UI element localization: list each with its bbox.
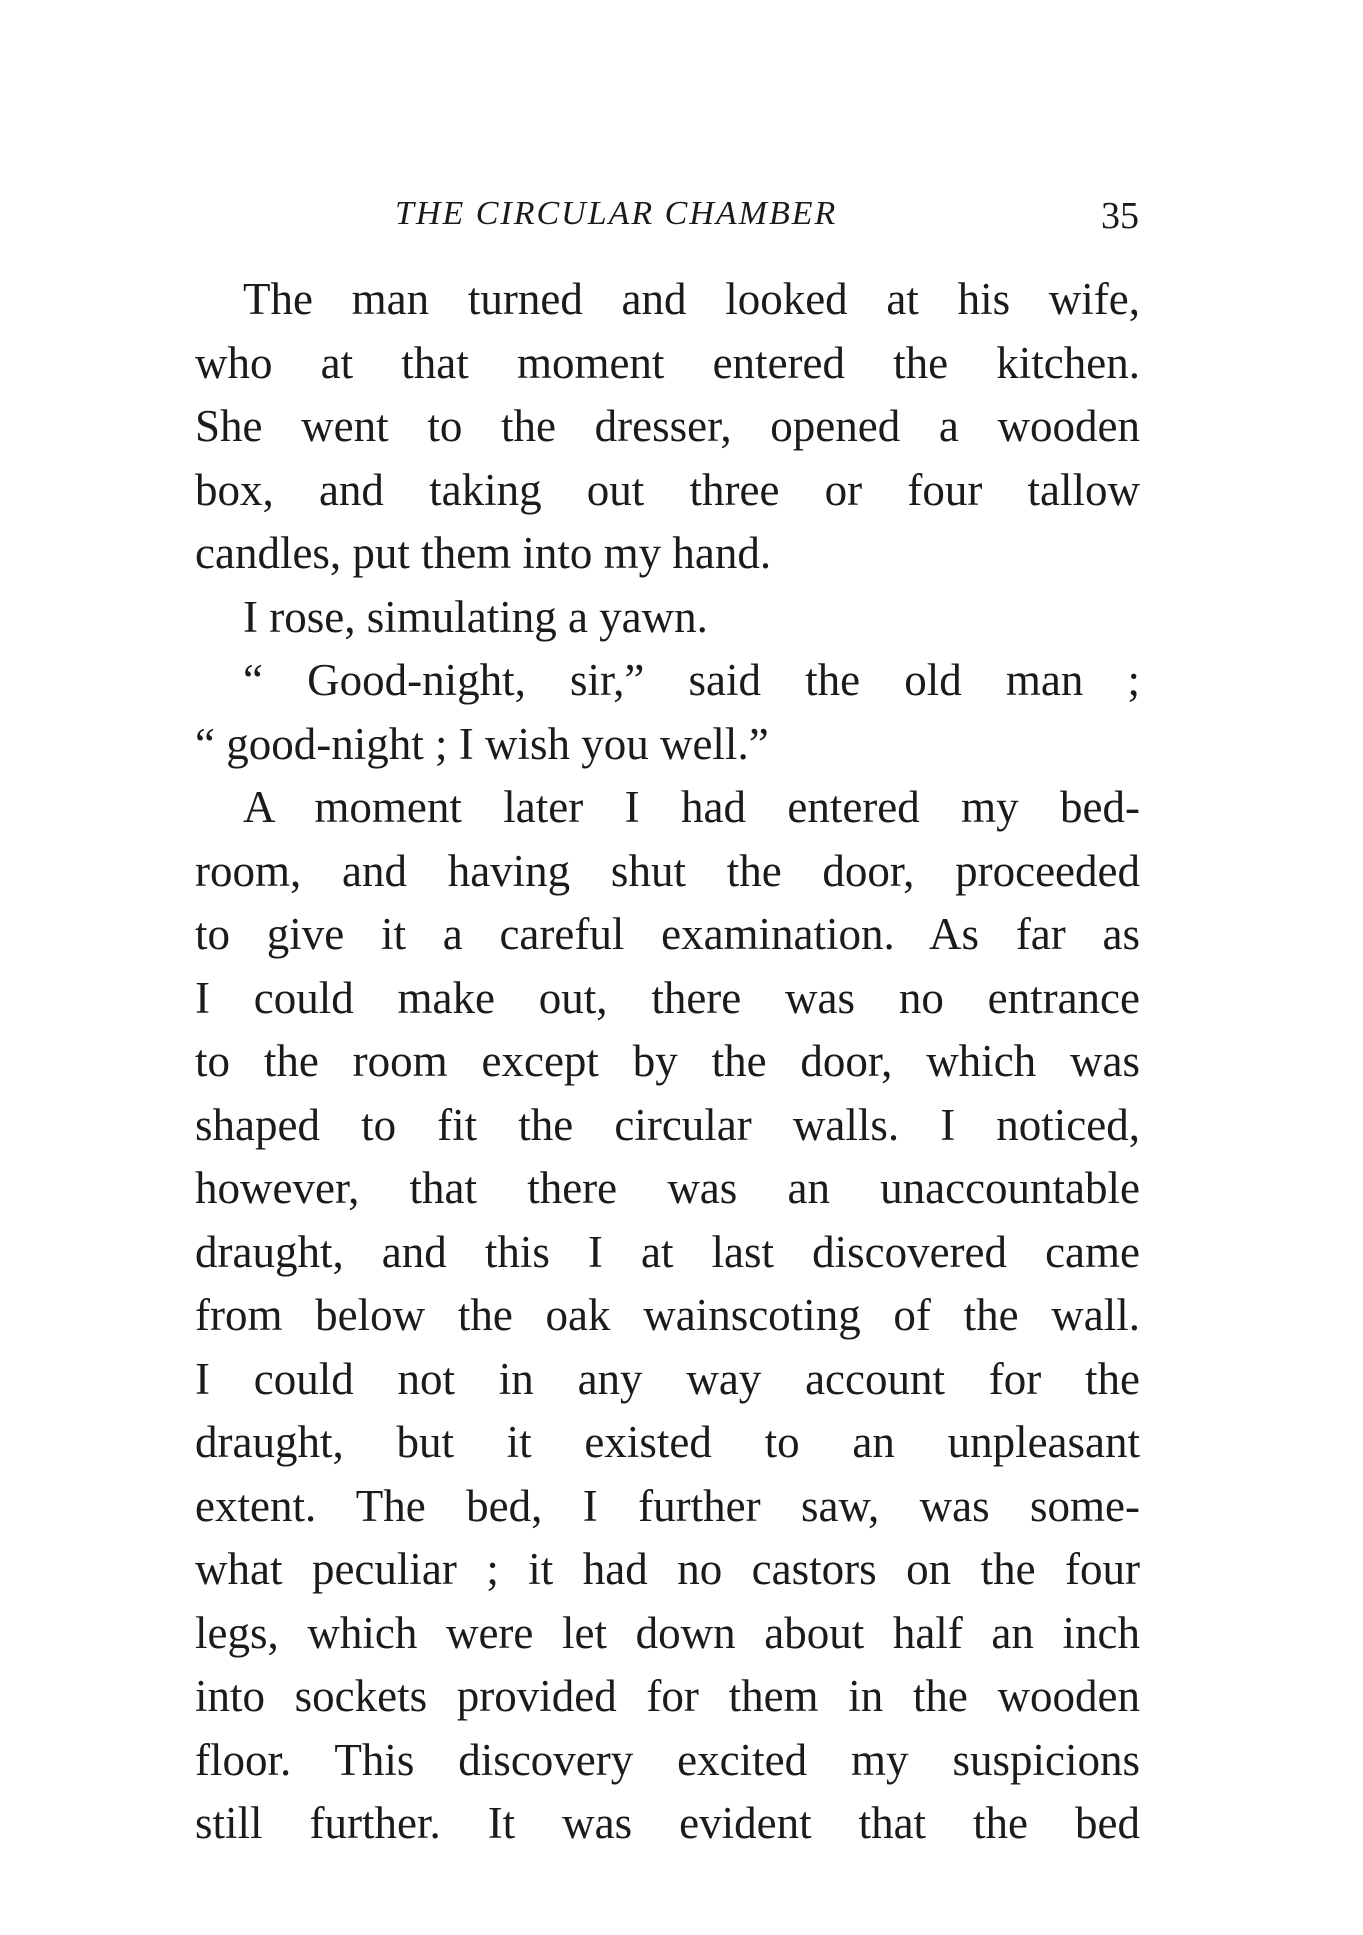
text-line: what peculiar ; it had no castors on the four (195, 1544, 1140, 1594)
text-line: however, that there was an unaccountable (195, 1163, 1140, 1213)
text-line: room, and having shut the door, proceeded (195, 845, 1140, 896)
text-line: from below the oak wainscoting of the wall. (195, 1290, 1140, 1340)
text-line: draught, and this I at last discovered came (195, 1226, 1140, 1277)
text-line: extent. The bed, I further saw, was some- (195, 1480, 1140, 1531)
text-line: The man turned and looked at his wife, (243, 274, 1140, 324)
text-line: She went to the dresser, opened a wooden (195, 401, 1140, 451)
text-line: floor. This discovery excited my suspicions (195, 1734, 1140, 1785)
running-title: THE CIRCULAR CHAMBER (395, 195, 838, 232)
text-line: I rose, simulating a yawn. (243, 591, 708, 642)
text-line: I could not in any way account for the (195, 1353, 1140, 1404)
text-line: “ Good-night, sir,” said the old man ; (243, 655, 1140, 705)
text-line: to the room except by the door, which was (195, 1036, 1140, 1086)
text-line: legs, which were let down about half an inch (195, 1607, 1140, 1658)
text-line: draught, but it existed to an unpleasant (195, 1417, 1140, 1467)
text-line: A moment later I had entered my bed- (243, 782, 1140, 832)
text-line: box, and taking out three or four tallow (195, 464, 1140, 515)
text-line: shaped to fit the circular walls. I noticed, (195, 1099, 1140, 1150)
running-head (195, 186, 1145, 242)
text-line: “ good-night ; I wish you well.” (195, 718, 769, 769)
text-line: I could make out, there was no entrance (195, 972, 1140, 1023)
text-line: candles, put them into my hand. (195, 528, 772, 578)
body-text (195, 268, 1140, 1856)
text-line: to give it a careful examination. As far as (195, 909, 1140, 959)
text-line: who at that moment entered the kitchen. (195, 337, 1140, 388)
text-line: still further. It was evident that the bed (195, 1798, 1140, 1848)
page-number: 35 (1101, 195, 1139, 237)
text-line: into sockets provided for them in the wooden (195, 1671, 1140, 1721)
